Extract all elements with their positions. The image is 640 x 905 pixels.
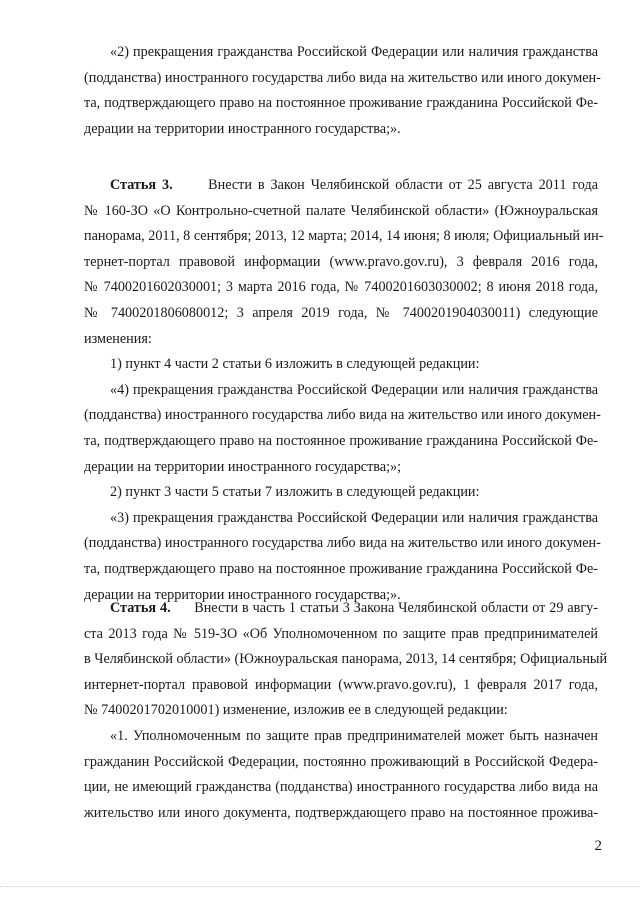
- text-line: (подданства) иностранного государства либо вида на жительство или иного докумен-: [84, 407, 601, 424]
- list-item-2: 2) пункт 3 части 5 статьи 7 изложить в следующей редакции:: [110, 484, 480, 501]
- text-line: «2) прекращения гражданства Российской Федерации или наличия гражданства: [110, 44, 598, 60]
- list-item-1: 1) пункт 4 части 2 статьи 6 изложить в следующей редакции:: [110, 356, 480, 373]
- text-line: гражданин Российской Федерации, постоянно проживающий в Российской Федера-: [84, 753, 598, 770]
- text-line: в Челябинской области» (Южноуральская панорама, 2013, 14 сентября; Официальный: [84, 651, 608, 668]
- text-line: [84, 173, 598, 199]
- text-line: жительство или иного документа, подтверждающего право на постоянное прожива-: [84, 804, 598, 821]
- text-line: № 7400201602030001; 3 марта 2016 года, № 7400201603030002; 8 июня 2018 года,: [84, 279, 598, 296]
- article-3-heading: Статья 3.: [110, 177, 173, 193]
- text-line: № 7400201806080012; 3 апреля 2019 года, № 7400201904030011) следующие: [84, 304, 598, 321]
- text-line: интернет-портал правовой информации (www.pravo.gov.ru), 1 февраля 2017 года,: [84, 676, 598, 693]
- article-4-line-0: Внести в часть 1 статьи 3 Закона Челябинской области от 29 авгу-: [194, 600, 599, 616]
- text-line: дерации на территории иностранного государства;».: [84, 120, 401, 137]
- text-line: изменения:: [84, 330, 152, 347]
- quote-paragraph-2: [84, 40, 601, 142]
- text-line: «4) прекращения гражданства Российской Федерации или наличия гражданства: [110, 381, 598, 398]
- text-line: ции, не имеющий гражданства (подданства) иностранного государства либо вида на: [84, 779, 598, 796]
- text-line: та, подтверждающего право на постоянное проживание гражданина Российской Фе-: [84, 432, 598, 449]
- article-4-heading: Статья 4.: [110, 600, 171, 616]
- scan-edge-artifact: [0, 886, 640, 889]
- text-line: «1. Уполномоченным по защите прав предпринимателей может быть назначен: [110, 727, 598, 744]
- text-line: «3) прекращения гражданства Российской Федерации или наличия гражданства: [110, 509, 598, 526]
- text-line: (подданства) иностранного государства либо вида на жительство или иного докумен-: [84, 535, 601, 552]
- text-line: та, подтверждающего право на постоянное проживание гражданина Российской Фе-: [84, 95, 598, 112]
- text-line: (подданства) иностранного государства либо вида на жительство или иного докумен-: [84, 69, 601, 86]
- page-number: 2: [594, 838, 602, 854]
- text-line: тернет-портал правовой информации (www.pravo.gov.ru), 3 февраля 2016 года,: [84, 253, 598, 270]
- text-line: дерации на территории иностранного государства;»;: [84, 458, 402, 475]
- text-line: дерации на территории иностранного государства;».: [84, 586, 401, 603]
- article-3-line-0: Внести в Закон Челябинской области от 25 августа 2011 года: [208, 177, 599, 193]
- text-line: № 7400201702010001) изменение, изложив ее в следующей редакции:: [84, 702, 508, 719]
- text-line: панорама, 2011, 8 сентября; 2013, 12 марта; 2014, 14 июня; 8 июля; Официальный ин-: [84, 228, 604, 245]
- text-line: ста 2013 года № 519-ЗО «Об Уполномоченном по защите прав предпринимателей: [84, 625, 598, 642]
- text-line: та, подтверждающего право на постоянное проживание гражданина Российской Фе-: [84, 560, 598, 577]
- article-4-paragraph: [84, 596, 608, 826]
- text-line: № 160-ЗО «О Контрольно-счетной палате Челябинской области» (Южноуральская: [84, 202, 598, 219]
- text-line: [84, 596, 598, 622]
